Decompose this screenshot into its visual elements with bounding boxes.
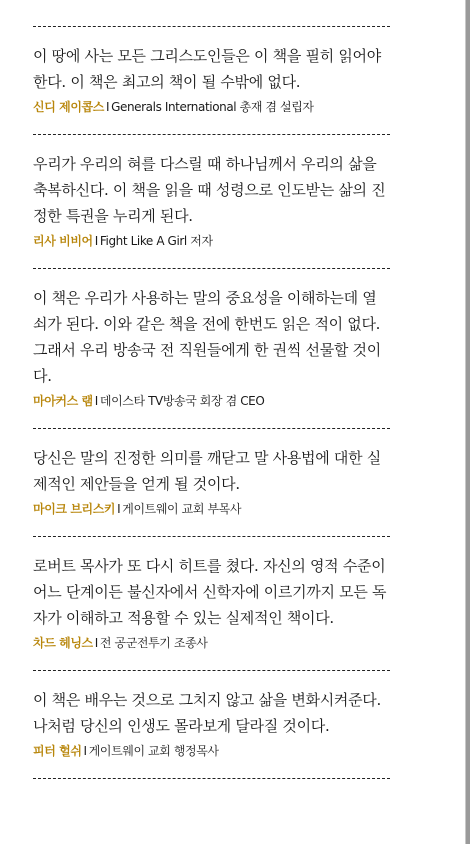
endorsement-item <box>33 269 390 428</box>
attribution-separator: I <box>83 744 87 758</box>
endorser-name: 신디 제이콥스 <box>33 100 104 114</box>
attribution-separator: I <box>117 502 121 516</box>
endorser-name: 차드 헤닝스 <box>33 636 93 650</box>
endorser-name: 피터 헐쉬 <box>33 744 82 758</box>
endorser-title: 데이스타 TV방송국 회장 겸 CEO <box>99 394 265 408</box>
endorsement-attribution <box>33 500 390 518</box>
endorsements-list <box>33 26 390 779</box>
endorsement-quote: 당신은 말의 진정한 의미를 깨닫고 말 사용법에 대한 실제적인 제안들을 얻게 될 것이다. <box>33 449 381 493</box>
endorsement-item <box>33 671 390 778</box>
endorsement-item <box>33 27 390 134</box>
endorsement-attribution <box>33 634 390 652</box>
endorsement-item <box>33 429 390 536</box>
endorser-title: Generals International 총재 겸 설립자 <box>111 100 314 114</box>
endorsement-quote: 우리가 우리의 혀를 다스릴 때 하나님께서 우리의 삶을 축복하신다. 이 책을 읽을 때 성령으로 인도받는 삶의 진정한 특권을 누리게 된다. <box>33 155 386 225</box>
endorsement-item <box>33 135 390 268</box>
attribution-separator: I <box>105 100 110 114</box>
page-edge-border <box>466 0 470 844</box>
dashed-divider <box>33 778 390 779</box>
endorser-name: 리사 비비어 <box>33 234 93 248</box>
endorsement-attribution <box>33 742 390 760</box>
endorser-title: 게이트웨이 교회 부목사 <box>122 502 242 516</box>
endorsement-quote: 이 책은 배우는 것으로 그치지 않고 삶을 변화시켜준다. 나처럼 당신의 인생도 몰라보게 달라질 것이다. <box>33 691 381 735</box>
endorsement-attribution <box>33 98 390 116</box>
endorser-title: 전 공군전투기 조종사 <box>99 636 208 650</box>
endorsement-item <box>33 537 390 670</box>
endorsement-quote: 로버트 목사가 또 다시 히트를 쳤다. 자신의 영적 수준이 어느 단계이든 불신자에서 신학자에 이르기까지 모든 독자가 이해하고 적용할 수 있는 실제적인 책이다. <box>33 557 387 627</box>
endorsement-quote: 이 땅에 사는 모든 그리스도인들은 이 책을 필히 읽어야 한다. 이 책은 최고의 책이 될 수밖에 없다. <box>33 47 381 91</box>
endorser-title: 게이트웨이 교회 행정목사 <box>88 744 219 758</box>
endorser-title: Fight Like A Girl 저자 <box>99 234 213 248</box>
endorsement-attribution <box>33 232 390 250</box>
endorser-name: 마이크 브리스키 <box>33 502 116 516</box>
endorser-name: 마아커스 램 <box>33 394 93 408</box>
attribution-separator: I <box>94 394 98 408</box>
attribution-separator: I <box>94 234 98 248</box>
attribution-separator: I <box>94 636 98 650</box>
endorsement-quote: 이 책은 우리가 사용하는 말의 중요성을 이해하는데 열쇠가 된다. 이와 같은 책을 전에 한번도 읽은 적이 없다. 그래서 우리 방송국 전 직원들에게 한 권씩 선물할 것이다. <box>33 289 381 385</box>
endorsement-attribution <box>33 392 390 410</box>
